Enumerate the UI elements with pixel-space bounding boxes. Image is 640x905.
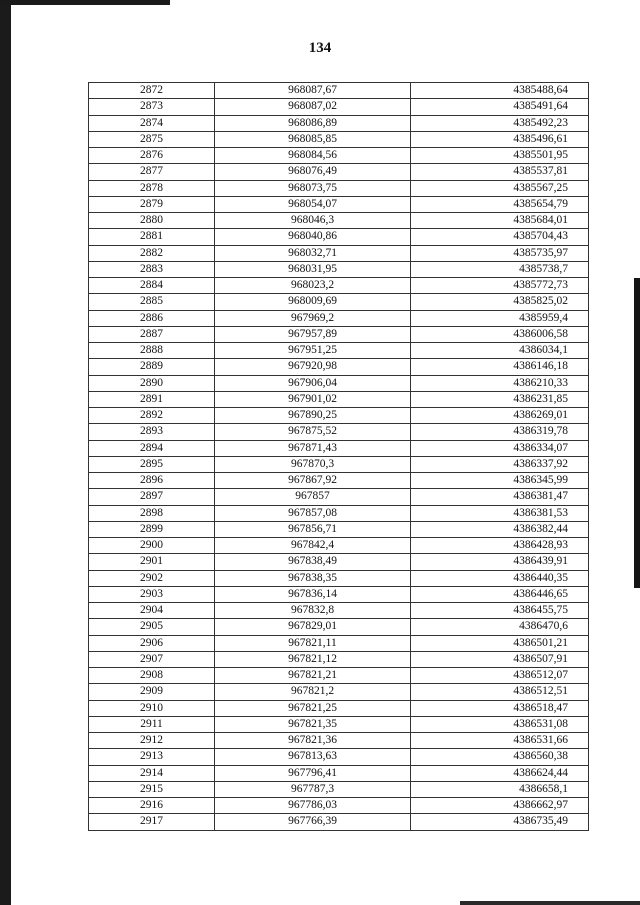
y-coordinate-cell: 4386470,6 [411, 619, 589, 635]
table-row [89, 375, 589, 391]
y-coordinate-cell: 4385772,73 [411, 278, 589, 294]
point-number-cell: 2914 [89, 765, 215, 781]
point-number-cell: 2878 [89, 180, 215, 196]
y-coordinate-cell: 4385501,95 [411, 148, 589, 164]
x-coordinate-cell: 968031,95 [215, 261, 411, 277]
table-row [89, 635, 589, 651]
table-row [89, 684, 589, 700]
table-row [89, 278, 589, 294]
y-coordinate-cell: 4385496,61 [411, 131, 589, 147]
y-coordinate-cell: 4385492,23 [411, 115, 589, 131]
y-coordinate-cell: 4386337,92 [411, 456, 589, 472]
x-coordinate-cell: 967787,3 [215, 781, 411, 797]
table-row [89, 603, 589, 619]
x-coordinate-cell: 967856,71 [215, 521, 411, 537]
y-coordinate-cell: 4386269,01 [411, 408, 589, 424]
x-coordinate-cell: 967951,25 [215, 343, 411, 359]
table-row [89, 440, 589, 456]
point-number-cell: 2893 [89, 424, 215, 440]
table-row [89, 570, 589, 586]
x-coordinate-cell: 967813,63 [215, 749, 411, 765]
point-number-cell: 2906 [89, 635, 215, 651]
table-row [89, 261, 589, 277]
point-number-cell: 2916 [89, 798, 215, 814]
point-number-cell: 2884 [89, 278, 215, 294]
x-coordinate-cell: 967920,98 [215, 359, 411, 375]
x-coordinate-cell: 967796,41 [215, 765, 411, 781]
table-row [89, 733, 589, 749]
point-number-cell: 2905 [89, 619, 215, 635]
point-number-cell: 2875 [89, 131, 215, 147]
y-coordinate-cell: 4385654,79 [411, 196, 589, 212]
y-coordinate-cell: 4386146,18 [411, 359, 589, 375]
y-coordinate-cell: 4386518,47 [411, 700, 589, 716]
table-row [89, 619, 589, 635]
table-row [89, 196, 589, 212]
y-coordinate-cell: 4386512,07 [411, 668, 589, 684]
x-coordinate-cell: 967786,03 [215, 798, 411, 814]
x-coordinate-cell: 968086,89 [215, 115, 411, 131]
x-coordinate-cell: 968073,75 [215, 180, 411, 196]
coordinates-table [88, 82, 589, 831]
point-number-cell: 2912 [89, 733, 215, 749]
point-number-cell: 2874 [89, 115, 215, 131]
y-coordinate-cell: 4386231,85 [411, 391, 589, 407]
y-coordinate-cell: 4385567,25 [411, 180, 589, 196]
y-coordinate-cell: 4386512,51 [411, 684, 589, 700]
x-coordinate-cell: 968084,56 [215, 148, 411, 164]
y-coordinate-cell: 4386440,35 [411, 570, 589, 586]
x-coordinate-cell: 968087,02 [215, 99, 411, 115]
table-row [89, 473, 589, 489]
point-number-cell: 2911 [89, 716, 215, 732]
page-number: 134 [308, 40, 332, 56]
scan-edge-right [634, 278, 640, 588]
y-coordinate-cell: 4386210,33 [411, 375, 589, 391]
x-coordinate-cell: 967821,11 [215, 635, 411, 651]
point-number-cell: 2881 [89, 229, 215, 245]
x-coordinate-cell: 967838,49 [215, 554, 411, 570]
point-number-cell: 2872 [89, 83, 215, 99]
table-row [89, 213, 589, 229]
point-number-cell: 2889 [89, 359, 215, 375]
y-coordinate-cell: 4386531,08 [411, 716, 589, 732]
point-number-cell: 2883 [89, 261, 215, 277]
table-row [89, 749, 589, 765]
coordinates-table-body [89, 83, 589, 831]
y-coordinate-cell: 4385735,97 [411, 245, 589, 261]
y-coordinate-cell: 4386658,1 [411, 781, 589, 797]
y-coordinate-cell: 4386381,53 [411, 505, 589, 521]
y-coordinate-cell: 4386334,07 [411, 440, 589, 456]
y-coordinate-cell: 4386319,78 [411, 424, 589, 440]
x-coordinate-cell: 968087,67 [215, 83, 411, 99]
x-coordinate-cell: 967870,3 [215, 456, 411, 472]
x-coordinate-cell: 967838,35 [215, 570, 411, 586]
x-coordinate-cell: 967957,89 [215, 326, 411, 342]
y-coordinate-cell: 4385491,64 [411, 99, 589, 115]
table-row [89, 716, 589, 732]
table-row [89, 668, 589, 684]
y-coordinate-cell: 4385537,81 [411, 164, 589, 180]
y-coordinate-cell: 4386439,91 [411, 554, 589, 570]
y-coordinate-cell: 4385488,64 [411, 83, 589, 99]
x-coordinate-cell: 967857 [215, 489, 411, 505]
x-coordinate-cell: 967890,25 [215, 408, 411, 424]
table-row [89, 131, 589, 147]
x-coordinate-cell: 967821,2 [215, 684, 411, 700]
table-row [89, 489, 589, 505]
table-row [89, 391, 589, 407]
table-row [89, 424, 589, 440]
table-row [89, 359, 589, 375]
table-row [89, 505, 589, 521]
x-coordinate-cell: 967821,36 [215, 733, 411, 749]
point-number-cell: 2888 [89, 343, 215, 359]
x-coordinate-cell: 968023,2 [215, 278, 411, 294]
table-row [89, 343, 589, 359]
x-coordinate-cell: 967832,8 [215, 603, 411, 619]
scan-edge-left [0, 0, 11, 905]
point-number-cell: 2908 [89, 668, 215, 684]
point-number-cell: 2873 [89, 99, 215, 115]
x-coordinate-cell: 968040,86 [215, 229, 411, 245]
point-number-cell: 2903 [89, 586, 215, 602]
table-row [89, 180, 589, 196]
x-coordinate-cell: 968085,85 [215, 131, 411, 147]
point-number-cell: 2909 [89, 684, 215, 700]
point-number-cell: 2890 [89, 375, 215, 391]
table-row [89, 164, 589, 180]
x-coordinate-cell: 968076,49 [215, 164, 411, 180]
point-number-cell: 2913 [89, 749, 215, 765]
point-number-cell: 2907 [89, 651, 215, 667]
x-coordinate-cell: 967842,4 [215, 538, 411, 554]
point-number-cell: 2898 [89, 505, 215, 521]
point-number-cell: 2882 [89, 245, 215, 261]
table-row [89, 326, 589, 342]
x-coordinate-cell: 968054,07 [215, 196, 411, 212]
point-number-cell: 2902 [89, 570, 215, 586]
point-number-cell: 2877 [89, 164, 215, 180]
y-coordinate-cell: 4386501,21 [411, 635, 589, 651]
point-number-cell: 2895 [89, 456, 215, 472]
table-row [89, 408, 589, 424]
x-coordinate-cell: 967821,35 [215, 716, 411, 732]
y-coordinate-cell: 4386560,38 [411, 749, 589, 765]
x-coordinate-cell: 967836,14 [215, 586, 411, 602]
x-coordinate-cell: 967766,39 [215, 814, 411, 830]
point-number-cell: 2896 [89, 473, 215, 489]
point-number-cell: 2892 [89, 408, 215, 424]
y-coordinate-cell: 4386735,49 [411, 814, 589, 830]
y-coordinate-cell: 4386446,65 [411, 586, 589, 602]
point-number-cell: 2897 [89, 489, 215, 505]
point-number-cell: 2900 [89, 538, 215, 554]
y-coordinate-cell: 4386382,44 [411, 521, 589, 537]
table-row [89, 148, 589, 164]
x-coordinate-cell: 967875,52 [215, 424, 411, 440]
scan-edge-top [0, 0, 170, 5]
y-coordinate-cell: 4386662,97 [411, 798, 589, 814]
point-number-cell: 2887 [89, 326, 215, 342]
table-row [89, 310, 589, 326]
coordinates-table-container [88, 82, 568, 831]
table-row [89, 456, 589, 472]
x-coordinate-cell: 968046,3 [215, 213, 411, 229]
y-coordinate-cell: 4386034,1 [411, 343, 589, 359]
y-coordinate-cell: 4386345,99 [411, 473, 589, 489]
x-coordinate-cell: 968009,69 [215, 294, 411, 310]
x-coordinate-cell: 967829,01 [215, 619, 411, 635]
table-row [89, 554, 589, 570]
scan-edge-bottom [460, 901, 640, 905]
y-coordinate-cell: 4385959,4 [411, 310, 589, 326]
y-coordinate-cell: 4386624,44 [411, 765, 589, 781]
y-coordinate-cell: 4386455,75 [411, 603, 589, 619]
table-row [89, 781, 589, 797]
point-number-cell: 2886 [89, 310, 215, 326]
point-number-cell: 2894 [89, 440, 215, 456]
point-number-cell: 2915 [89, 781, 215, 797]
x-coordinate-cell: 967821,21 [215, 668, 411, 684]
table-row [89, 294, 589, 310]
table-row [89, 651, 589, 667]
y-coordinate-cell: 4385704,43 [411, 229, 589, 245]
point-number-cell: 2901 [89, 554, 215, 570]
x-coordinate-cell: 967857,08 [215, 505, 411, 521]
point-number-cell: 2885 [89, 294, 215, 310]
table-row [89, 765, 589, 781]
table-row [89, 245, 589, 261]
x-coordinate-cell: 968032,71 [215, 245, 411, 261]
table-row [89, 83, 589, 99]
x-coordinate-cell: 967821,12 [215, 651, 411, 667]
point-number-cell: 2891 [89, 391, 215, 407]
table-row [89, 115, 589, 131]
point-number-cell: 2917 [89, 814, 215, 830]
x-coordinate-cell: 967969,2 [215, 310, 411, 326]
point-number-cell: 2876 [89, 148, 215, 164]
x-coordinate-cell: 967901,02 [215, 391, 411, 407]
table-row [89, 521, 589, 537]
table-row [89, 700, 589, 716]
point-number-cell: 2904 [89, 603, 215, 619]
x-coordinate-cell: 967906,04 [215, 375, 411, 391]
table-row [89, 229, 589, 245]
table-row [89, 99, 589, 115]
table-row [89, 798, 589, 814]
y-coordinate-cell: 4386531,66 [411, 733, 589, 749]
table-row [89, 538, 589, 554]
y-coordinate-cell: 4385738,7 [411, 261, 589, 277]
y-coordinate-cell: 4386006,58 [411, 326, 589, 342]
point-number-cell: 2879 [89, 196, 215, 212]
table-row [89, 814, 589, 830]
point-number-cell: 2899 [89, 521, 215, 537]
x-coordinate-cell: 967821,25 [215, 700, 411, 716]
table-row [89, 586, 589, 602]
y-coordinate-cell: 4386428,93 [411, 538, 589, 554]
y-coordinate-cell: 4386381,47 [411, 489, 589, 505]
y-coordinate-cell: 4385825,02 [411, 294, 589, 310]
y-coordinate-cell: 4386507,91 [411, 651, 589, 667]
y-coordinate-cell: 4385684,01 [411, 213, 589, 229]
x-coordinate-cell: 967867,92 [215, 473, 411, 489]
x-coordinate-cell: 967871,43 [215, 440, 411, 456]
point-number-cell: 2910 [89, 700, 215, 716]
point-number-cell: 2880 [89, 213, 215, 229]
